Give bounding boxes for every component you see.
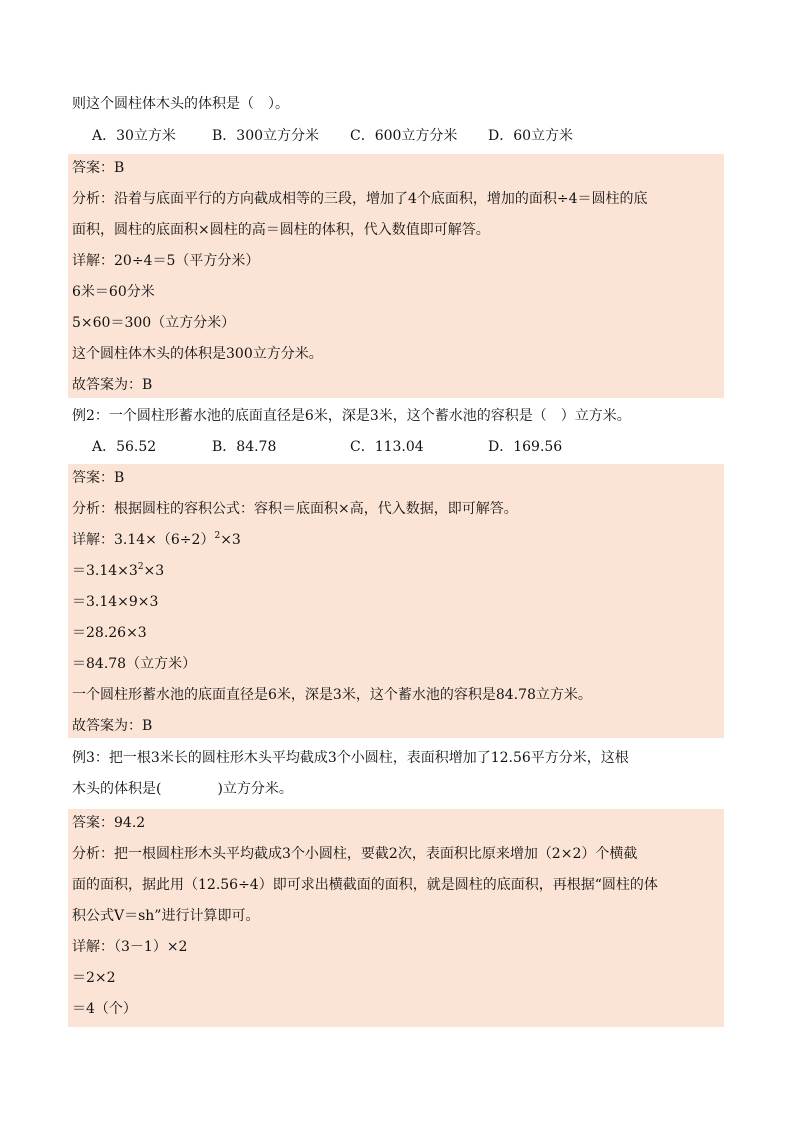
option-d: D．60立方米: [488, 128, 574, 144]
detail-3-line-1: 详解：（3－1）×2: [72, 939, 188, 955]
conclusion-2: 故答案为：B: [72, 718, 153, 734]
detail-2-line-1: 详解：$3.14\times(6\div 2)^2\times 3$: [72, 531, 241, 548]
analysis-2: 分析：根据圆柱的容积公式：容积＝底面积×高，代入数据，即可解答。: [72, 501, 518, 517]
question-3-stem-line-1: 例3：把一根3米长的圆柱形木头平均截成3个小圆柱，表面积增加了12.56平方分米，这根: [72, 750, 629, 766]
detail-1-line-3: 5×60＝300（立方分米）: [72, 315, 236, 331]
option-a: A．30立方米: [92, 128, 176, 144]
detail-2-line-3: ＝3.14×9×3: [72, 594, 159, 610]
analysis-1-line-2: 面积，圆柱的底面积×圆柱的高＝圆柱的体积，代入数值即可解答。: [72, 222, 490, 238]
detail-2-line-6: 一个圆柱形蓄水池的底面直径是6米，深是3米，这个蓄水池的容积是84.78立方米。: [72, 687, 592, 703]
answer-2: 答案：B: [72, 470, 125, 486]
analysis-1-line-1: 分析：沿着与底面平行的方向截成相等的三段，增加了4个底面积，增加的面积÷4＝圆柱的底: [72, 191, 648, 207]
option-b: B．300立方分米: [212, 128, 320, 144]
question-1-stem: 则这个圆柱体木头的体积是（ ）。: [72, 96, 289, 112]
option-d: D．169.56: [488, 439, 563, 455]
question-2-stem: 例2：一个圆柱形蓄水池的底面直径是6米，深是3米，这个蓄水池的容积是（ ）立方米。: [72, 408, 631, 424]
detail-2-line-2: $=3.14\times 3^2\times 3$: [72, 562, 165, 579]
conclusion-1: 故答案为：B: [72, 377, 153, 393]
analysis-3-line-1: 分析：把一根圆柱形木头平均截成3个小圆柱，要截2次，表面积比原来增加（2×2）个横截: [72, 846, 638, 862]
detail-1-line-2: 6米＝60分米: [72, 284, 155, 300]
answer-1: 答案：B: [72, 160, 125, 176]
detail-2-line-5: ＝84.78（立方米）: [72, 656, 197, 672]
option-c: C．600立方分米: [350, 128, 458, 144]
option-a: A．56.52: [92, 439, 157, 455]
detail-3-line-2: ＝2×2: [72, 970, 116, 986]
detail-3-line-3: ＝4（个）: [72, 1001, 137, 1017]
detail-1-line-4: 这个圆柱体木头的体积是300立方分米。: [72, 346, 323, 362]
detail-2-line-4: ＝28.26×3: [72, 625, 147, 641]
detail-1-line-1: 详解：20÷4＝5（平方分米）: [72, 253, 260, 269]
answer-3: 答案：94.2: [72, 815, 146, 831]
option-b: B．84.78: [212, 439, 277, 455]
analysis-3-line-2: 面的面积，据此用（12.56÷4）即可求出横截面的面积，就是圆柱的底面积，再根据“圆柱的体: [72, 877, 658, 893]
option-c: C．113.04: [350, 439, 424, 455]
analysis-3-line-3: 积公式V＝sh”进行计算即可。: [72, 908, 260, 924]
question-3-stem-line-2: 木头的体积是( )立方分米。: [72, 781, 293, 797]
